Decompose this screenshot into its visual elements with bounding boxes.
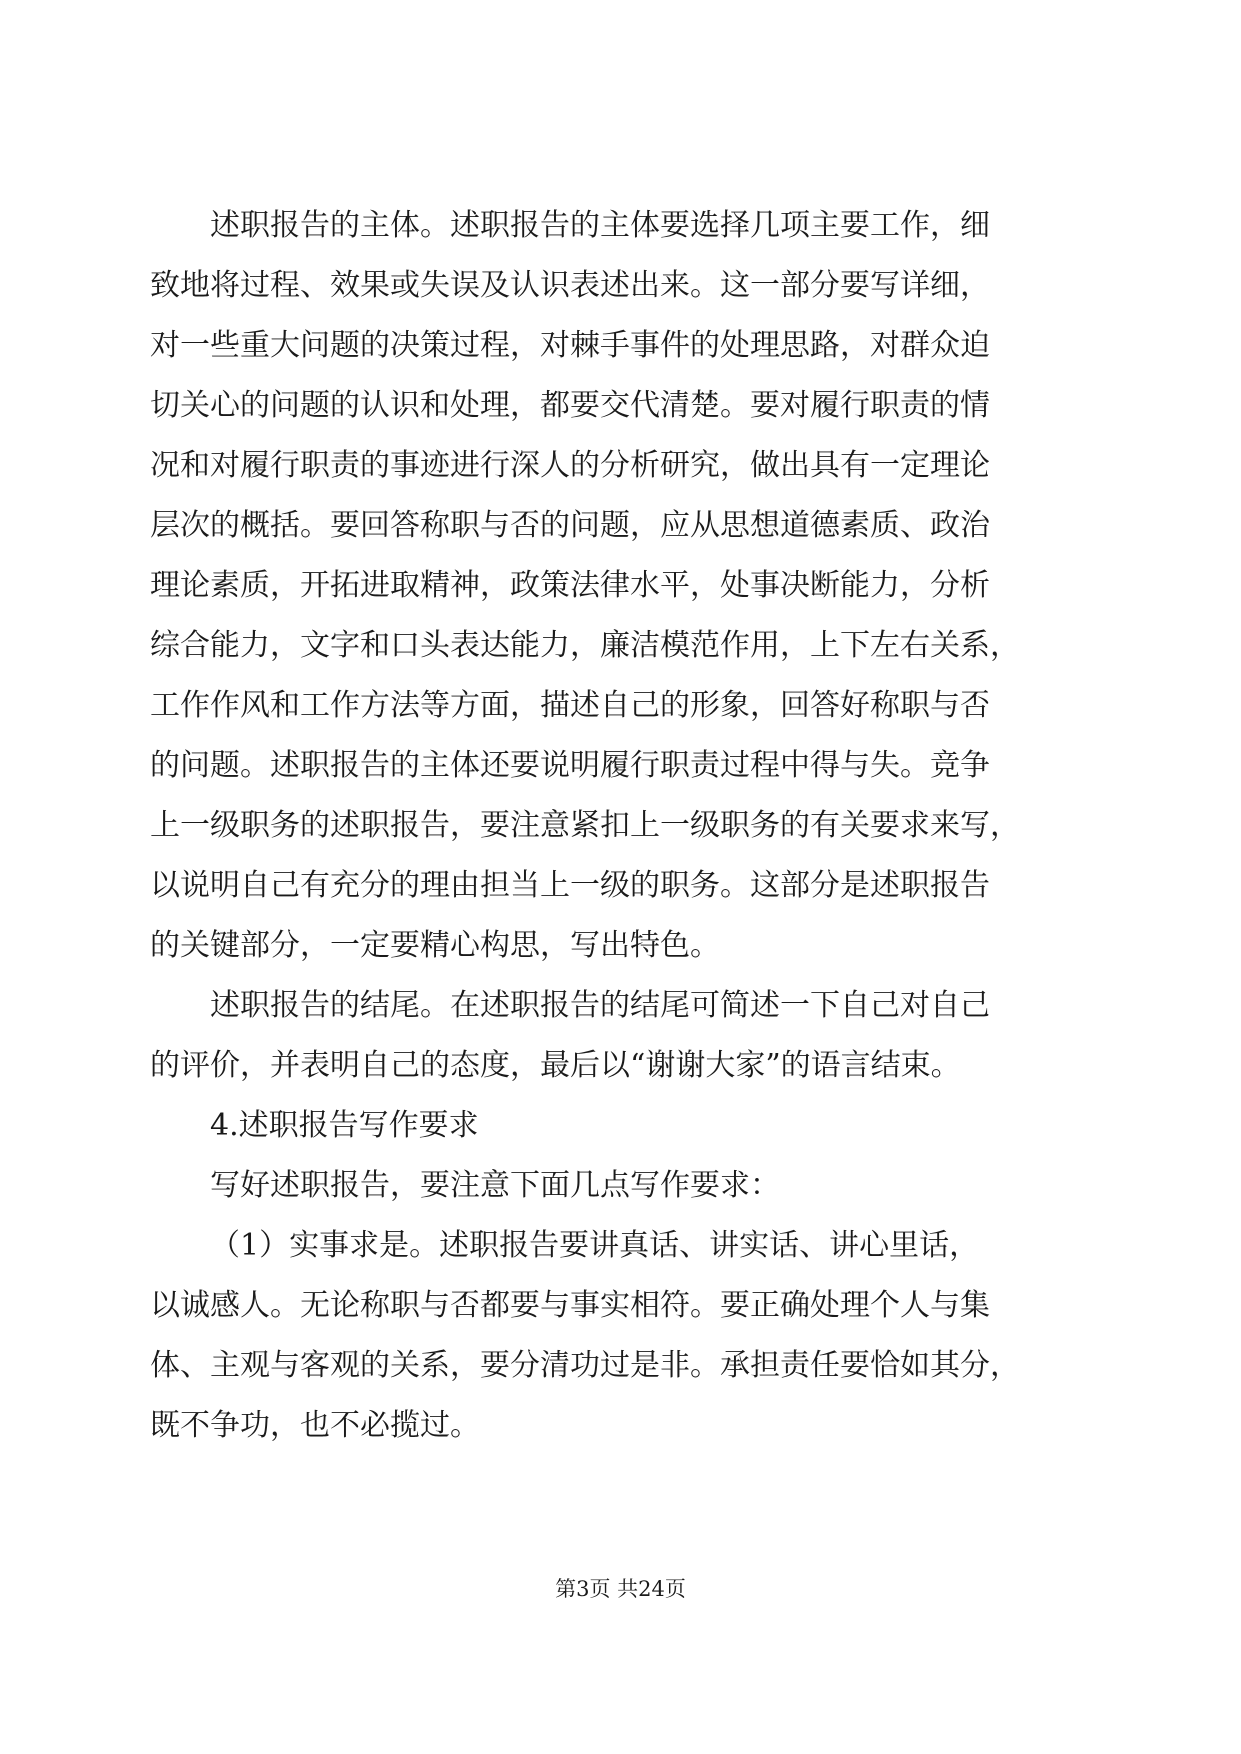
text-line-4: 切关心的问题的认识和处理，都要交代清楚。要对履行职责的情 [150, 388, 990, 423]
text-line-9: 工作作风和工作方法等方面，描述自己的形象，回答好称职与否 [150, 688, 990, 723]
text-line-6: 层次的概括。要回答称职与否的问题，应从思想道德素质、政治 [150, 508, 990, 543]
text-line-10: 的问题。述职报告的主体还要说明履行职责过程中得与失。竞争 [150, 748, 990, 783]
text-line-20: 体、主观与客观的关系，要分清功过是非。承担责任要恰如其分， [150, 1348, 1020, 1383]
text-line-12: 以说明自己有充分的理由担当上一级的职务。这部分是述职报告 [150, 868, 990, 903]
text-line-14: 述职报告的结尾。在述职报告的结尾可简述一下自己对自己 [210, 988, 990, 1023]
text-line-2: 致地将过程、效果或失误及认识表述出来。这一部分要写详细， [150, 268, 990, 303]
text-line-21: 既不争功，也不必揽过。 [150, 1408, 480, 1443]
section-heading: 4.述职报告写作要求 [210, 1108, 479, 1143]
text-line-18: （1）实事求是。述职报告要讲真话、讲实话、讲心里话， [210, 1228, 980, 1263]
text-line-3: 对一些重大问题的决策过程，对棘手事件的处理思路，对群众迫 [150, 328, 990, 363]
text-line-17: 写好述职报告，要注意下面几点写作要求： [210, 1168, 780, 1203]
text-line-5: 况和对履行职责的事迹进行深人的分析研究，做出具有一定理论 [150, 448, 990, 483]
text-line-13: 的关键部分，一定要精心构思，写出特色。 [150, 928, 720, 963]
text-line-1: 述职报告的主体。述职报告的主体要选择几项主要工作，细 [210, 208, 990, 243]
text-line-19: 以诚感人。无论称职与否都要与事实相符。要正确处理个人与集 [150, 1288, 990, 1323]
page-footer: 第3页 共24页 [555, 1577, 686, 1601]
text-line-15: 的评价，并表明自己的态度，最后以“谢谢大家”的语言结束。 [150, 1048, 961, 1083]
text-line-7: 理论素质，开拓进取精神，政策法律水平，处事决断能力，分析 [150, 568, 990, 603]
text-line-8: 综合能力，文字和口头表达能力，廉洁模范作用，上下左右关系， [150, 628, 1020, 663]
text-line-11: 上一级职务的述职报告，要注意紧扣上一级职务的有关要求来写， [150, 808, 1020, 843]
